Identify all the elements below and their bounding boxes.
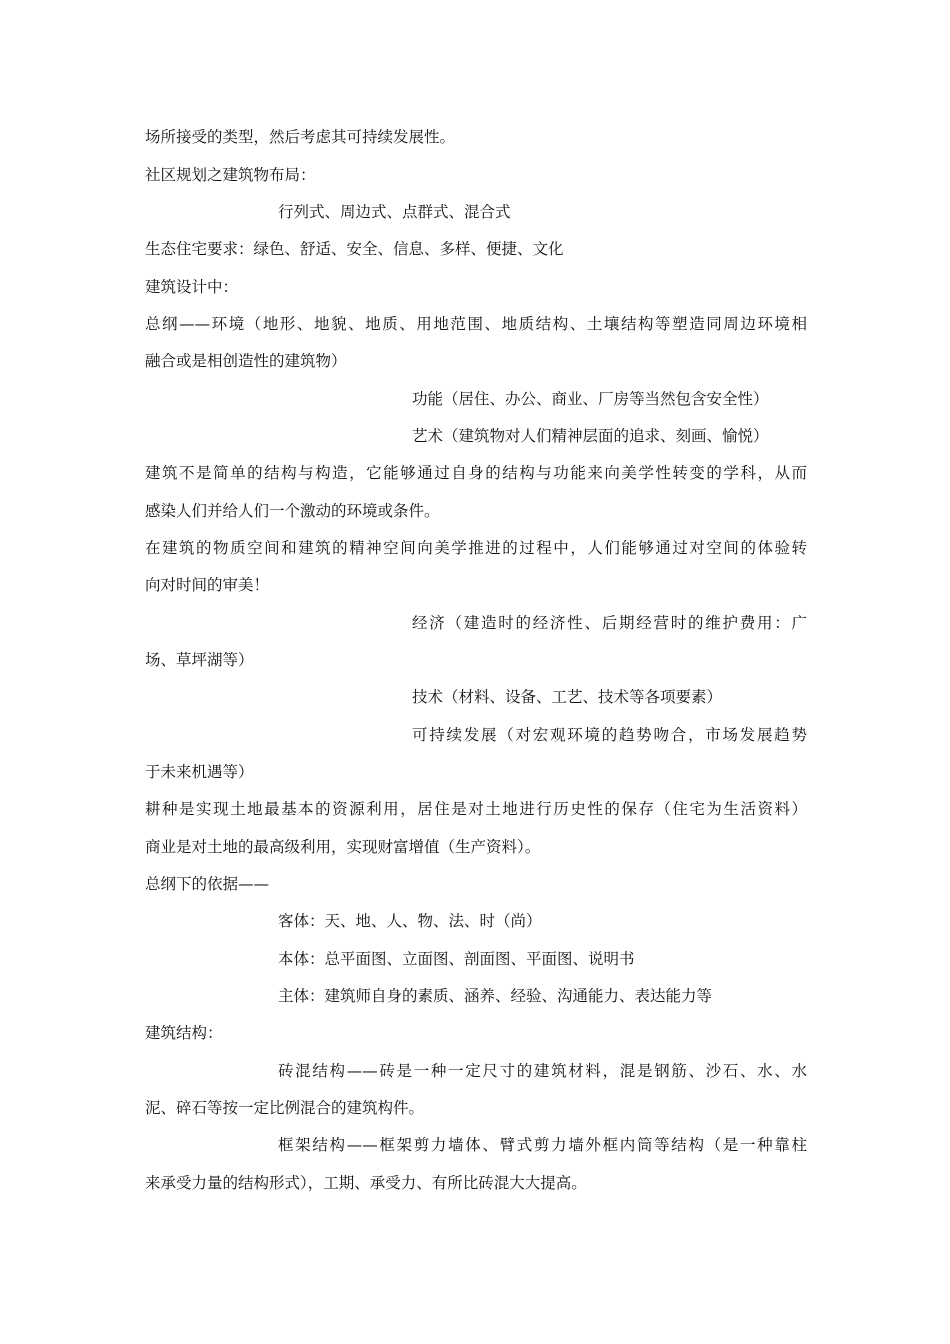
text-line: 总纲下的依据—— [145,875,270,893]
text-line: 在建筑的物质空间和建筑的精神空间向美学推进的过程中，人们能够通过对空间的体验转 [145,539,807,557]
text-line: 向对时间的审美！ [145,576,270,594]
text-line: 客体：天、地、人、物、法、时（尚） [278,912,542,930]
text-line: 感染人们并给人们一个激动的环境或条件。 [145,502,440,520]
text-line: 本体：总平面图、立面图、剖面图、平面图、说明书 [278,950,635,968]
text-line: 砖混结构——砖是一种一定尺寸的建筑材料，混是钢筋、沙石、水、水 [278,1062,807,1080]
text-line: 建筑不是简单的结构与构造，它能够通过自身的结构与功能来向美学性转变的学科，从而 [145,464,807,482]
text-line: 行列式、周边式、点群式、混合式 [278,203,511,221]
text-line: 建筑设计中： [145,278,239,296]
text-line: 可持续发展（对宏观环境的趋势吻合，市场发展趋势 [412,726,807,744]
text-line: 泥、碎石等按一定比例混合的建筑构件。 [145,1099,425,1117]
text-line: 总纲——环境（地形、地貌、地质、用地范围、地质结构、土壤结构等塑造同周边环境相 [145,315,807,333]
text-line: 场、草坪湖等） [145,651,254,669]
text-line: 社区规划之建筑物布局： [145,166,316,184]
text-line: 技术（材料、设备、工艺、技术等各项要素） [412,688,723,706]
text-line: 建筑结构： [145,1024,223,1042]
text-line: 场所接受的类型，然后考虑其可持续发展性。 [145,128,456,146]
text-line: 框架结构——框架剪力墙体、臂式剪力墙外框内筒等结构（是一种靠柱 [278,1136,807,1154]
text-line: 融合或是相创造性的建筑物） [145,352,347,370]
text-line: 商业是对土地的最高级利用，实现财富增值（生产资料）。 [145,838,541,856]
text-line: 功能（居住、办公、商业、厂房等当然包含安全性） [412,390,769,408]
text-line: 来承受力量的结构形式），工期、承受力、有所比砖混大大提高。 [145,1174,587,1192]
text-line: 经济（建造时的经济性、后期经营时的维护费用：广 [412,614,807,632]
text-line: 艺术（建筑物对人们精神层面的追求、刻画、愉悦） [412,427,769,445]
text-line: 生态住宅要求：绿色、舒适、安全、信息、多样、便捷、文化 [145,240,564,258]
text-line: 主体：建筑师自身的素质、涵养、经验、沟通能力、表达能力等 [278,987,713,1005]
text-line: 耕种是实现土地最基本的资源利用，居住是对土地进行历史性的保存（住宅为生活资料） [145,800,807,818]
text-line: 于未来机遇等） [145,763,254,781]
